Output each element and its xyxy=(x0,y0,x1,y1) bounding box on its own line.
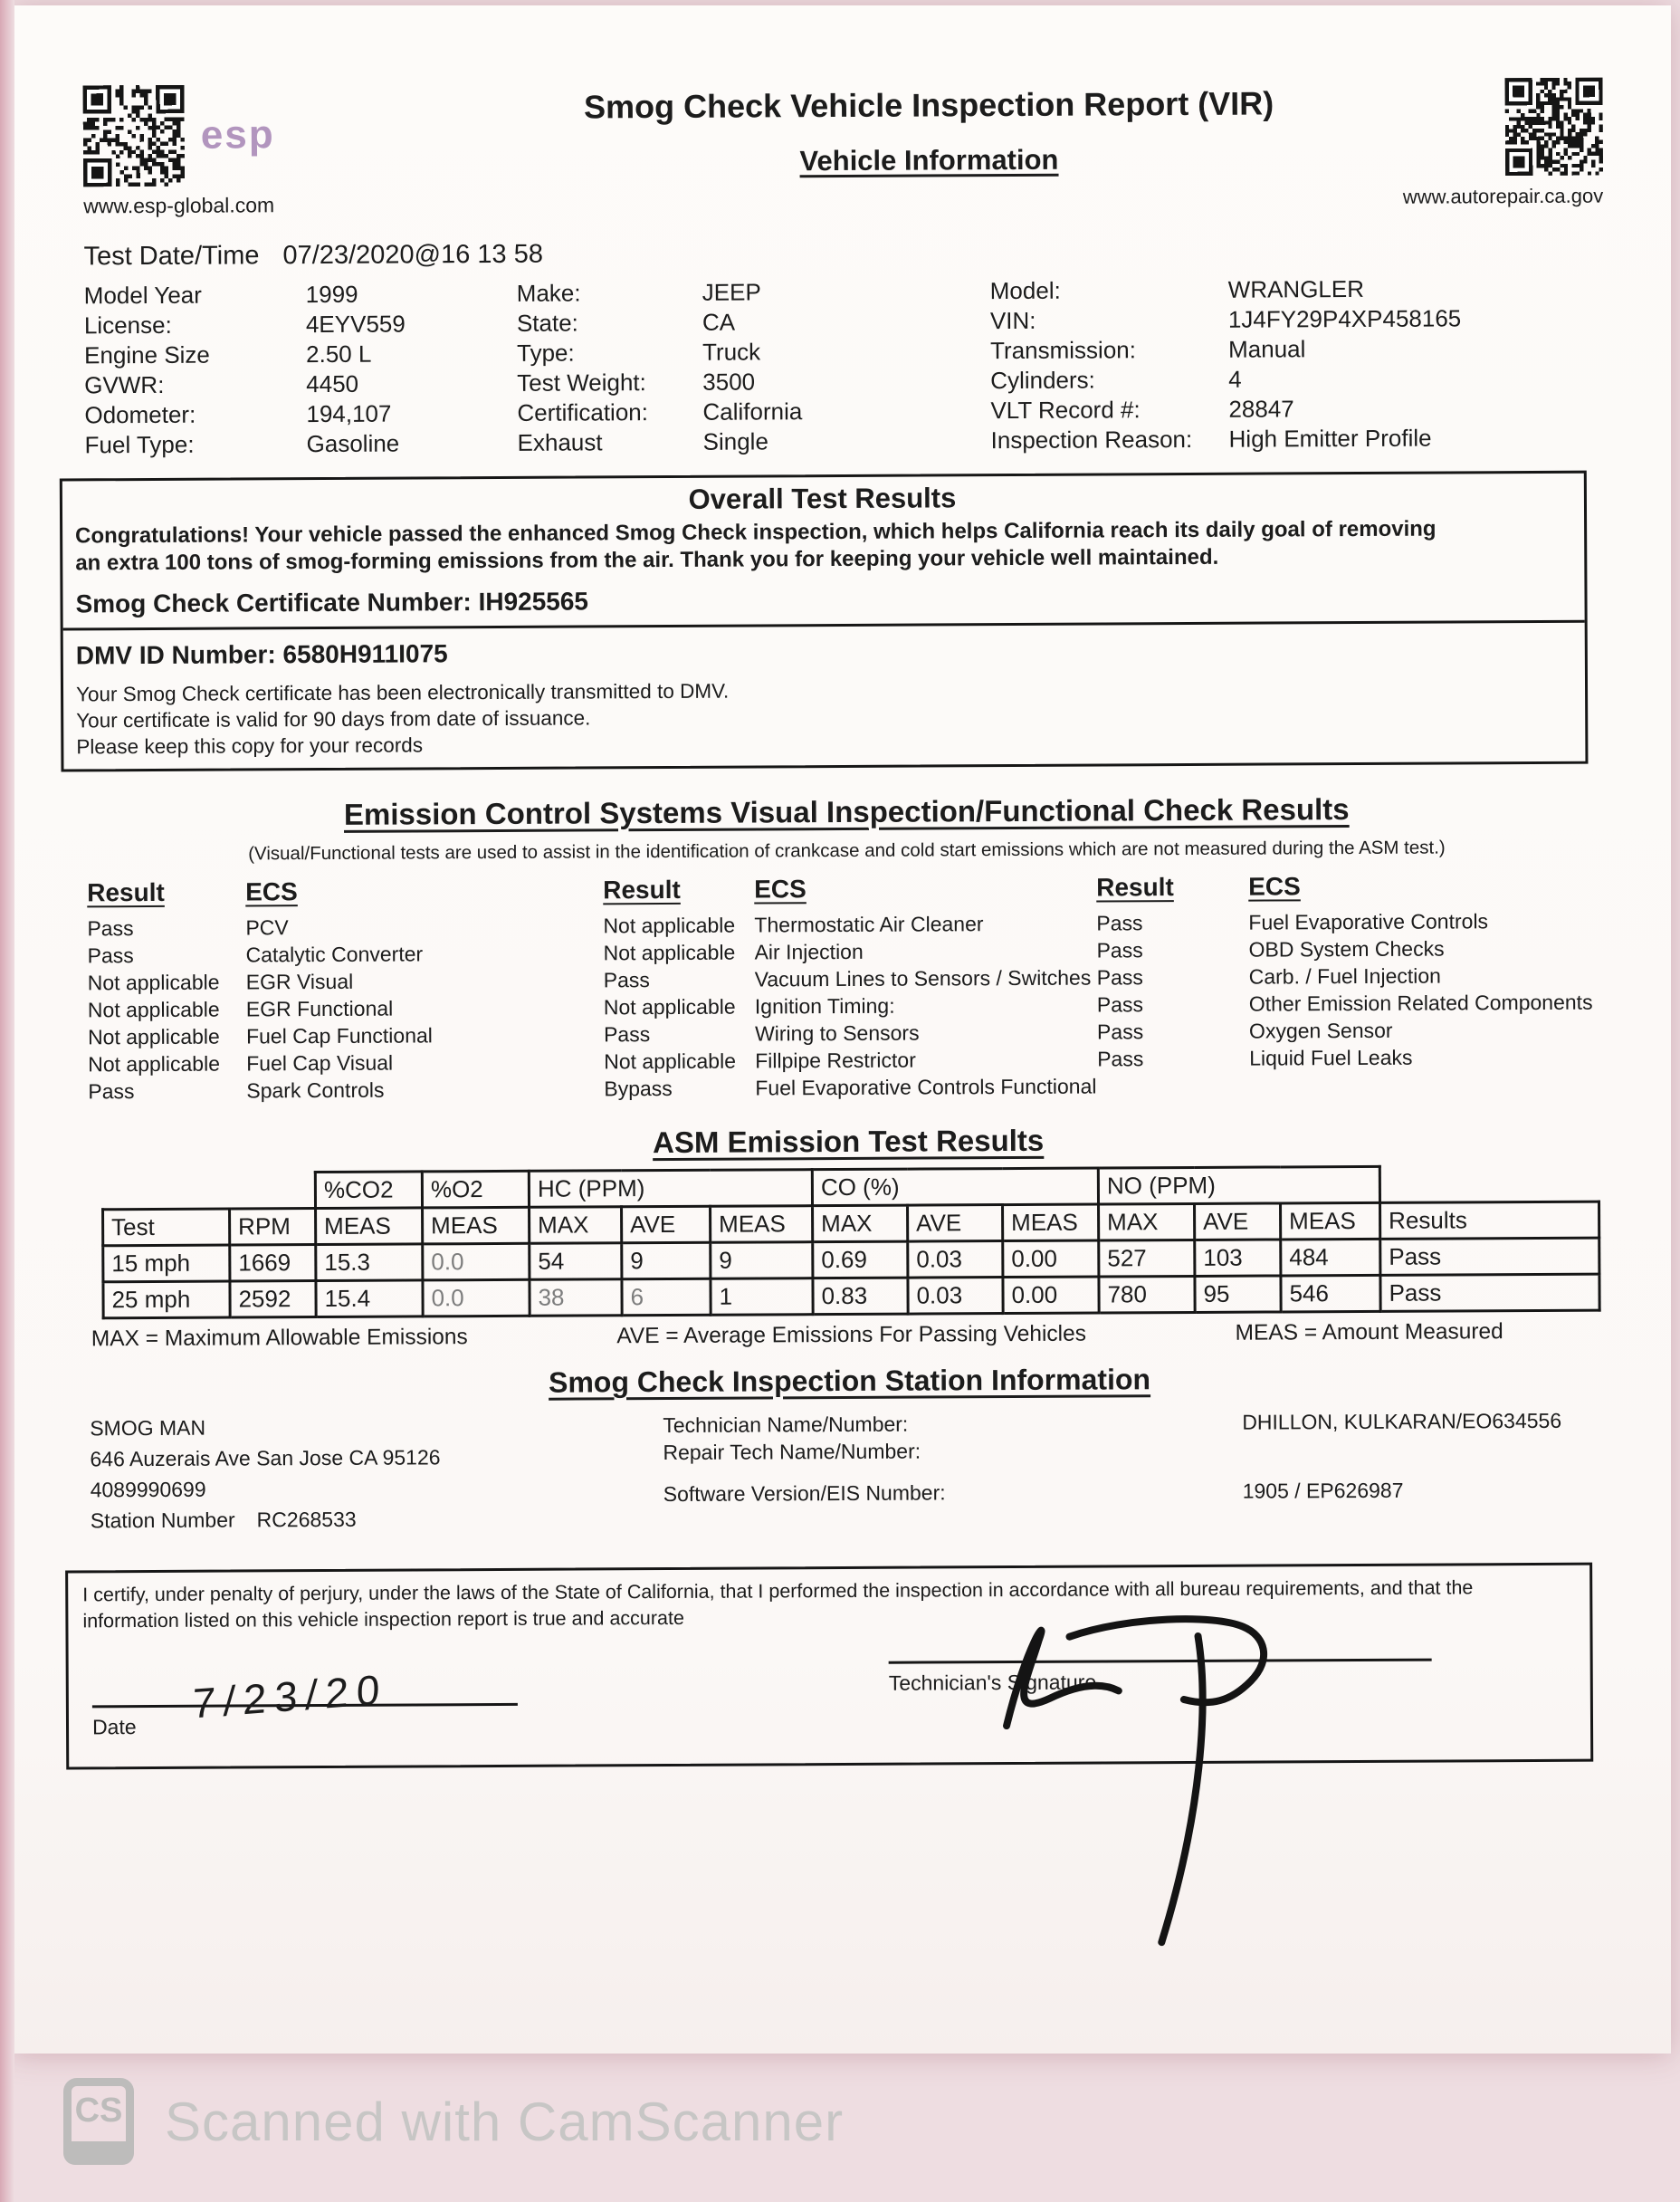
esp-block xyxy=(83,83,464,218)
info-label: VIN: xyxy=(989,306,1036,335)
esp-logo: esp xyxy=(200,112,275,158)
ecs-result: Pass xyxy=(88,1079,135,1104)
ecs-item: Catalytic Converter xyxy=(245,942,424,967)
ecs-item: OBD System Checks xyxy=(1248,936,1445,962)
col-header: MEAS xyxy=(1281,1202,1380,1240)
legend-max: MAX = Maximum Allowable Emissions xyxy=(91,1325,468,1352)
technician-signature xyxy=(942,1579,1333,1961)
col-header: MAX xyxy=(813,1205,908,1242)
info-label: Cylinders: xyxy=(990,366,1095,395)
info-label: Make: xyxy=(516,279,581,307)
camscanner-watermark xyxy=(63,2078,844,2165)
test-date-line xyxy=(83,235,1603,273)
ecs-item: Vacuum Lines to Sensors / Switches xyxy=(754,965,1092,991)
ecs-result: Pass xyxy=(603,1022,651,1047)
asm-cell: 2592 xyxy=(230,1281,316,1317)
asm-cell: 0.83 xyxy=(813,1278,908,1315)
ecs-result: Not applicable xyxy=(87,970,220,995)
ecs-item: Fuel Cap Functional xyxy=(245,1023,433,1048)
camscanner-icon-bar xyxy=(63,2141,134,2165)
autorepair-block xyxy=(1395,78,1604,209)
asm-cell: 527 xyxy=(1099,1240,1195,1277)
station-address: 646 Auzerais Ave San Jose CA 95126 xyxy=(90,1445,441,1471)
scanned-paper xyxy=(11,5,1671,2054)
group-header: NO (PPM) xyxy=(1098,1166,1379,1204)
ecs-result: Pass xyxy=(1096,992,1144,1017)
asm-cell: 0.03 xyxy=(908,1278,1003,1315)
station-phone: 4089990699 xyxy=(90,1477,206,1502)
ecs-result: Not applicable xyxy=(603,913,736,938)
asm-cell: 1 xyxy=(711,1278,813,1316)
col-header: RPM xyxy=(230,1209,316,1245)
ecs-result: Pass xyxy=(1096,1020,1144,1044)
legend-ave: AVE = Average Emissions For Passing Vehicles xyxy=(616,1321,1087,1349)
legend-meas: MEAS = Amount Measured xyxy=(1235,1319,1503,1345)
result-column-header: Result xyxy=(87,877,165,907)
ecs-row xyxy=(88,966,604,996)
ecs-result: Pass xyxy=(1096,965,1143,990)
overall-results-box xyxy=(60,471,1589,772)
ecs-item: Carb. / Fuel Injection xyxy=(1248,963,1441,989)
certification-box xyxy=(65,1563,1593,1770)
ecs-section-subtitle: (Visual/Functional tests are used to assist in the identification of crankcase and cold start emissions which are not measured during the ASM test.) xyxy=(248,837,1446,865)
ecs-column-header: ECS xyxy=(754,875,807,904)
ecs-result: Pass xyxy=(87,943,134,968)
ecs-row xyxy=(88,993,604,1023)
info-label: License: xyxy=(83,311,172,340)
esp-qr-code-icon xyxy=(83,85,186,187)
ecs-row xyxy=(604,1019,1097,1048)
ecs-column-header: ECS xyxy=(1248,872,1301,901)
col-header: MAX xyxy=(530,1207,622,1244)
asm-section-title: ASM Emission Test Results xyxy=(652,1123,1045,1160)
esp-url: www.esp-global.com xyxy=(83,193,275,218)
ecs-row xyxy=(88,1048,604,1077)
ecs-result: Not applicable xyxy=(603,940,736,965)
ecs-result: Bypass xyxy=(604,1076,673,1101)
test-date-value: 07/23/2020@16 13 58 xyxy=(282,239,544,271)
station-name: SMOG MAN xyxy=(90,1415,206,1441)
asm-results-table xyxy=(101,1164,1601,1320)
report-header xyxy=(83,78,1604,219)
info-label: Transmission: xyxy=(989,336,1137,365)
station-section-title: Smog Check Inspection Station Information xyxy=(548,1363,1151,1399)
info-value: Single xyxy=(702,427,768,455)
ecs-row xyxy=(604,991,1097,1021)
ecs-result: Pass xyxy=(603,968,650,992)
asm-cell: 25 mph xyxy=(103,1281,230,1318)
info-value: 3500 xyxy=(702,368,756,396)
col-header: AVE xyxy=(622,1206,711,1243)
date-label: Date xyxy=(91,1715,137,1739)
asm-cell: 38 xyxy=(530,1279,622,1316)
ecs-item: EGR Visual xyxy=(245,969,354,994)
ecs-item: Fillpipe Restrictor xyxy=(755,1048,916,1073)
asm-cell: 546 xyxy=(1281,1275,1380,1312)
info-value: Manual xyxy=(1227,335,1306,363)
asm-cell: 15.3 xyxy=(316,1244,423,1281)
info-value: WRANGLER xyxy=(1227,274,1365,303)
asm-cell: 0.69 xyxy=(813,1241,908,1278)
info-value: High Emitter Profile xyxy=(1228,424,1432,453)
asm-cell: 15 mph xyxy=(103,1245,230,1282)
page-subtitle: Vehicle Information xyxy=(799,143,1059,177)
ecs-result: Not applicable xyxy=(87,1024,220,1049)
ecs-row xyxy=(87,912,603,942)
repair-tech-label: Repair Tech Name/Number: xyxy=(663,1439,921,1465)
asm-cell: 0.0 xyxy=(423,1279,530,1316)
asm-cell: Pass xyxy=(1380,1274,1599,1311)
asm-cell: 15.4 xyxy=(316,1280,423,1317)
info-value: 194,107 xyxy=(306,399,392,428)
info-value: Gasoline xyxy=(306,429,400,458)
ecs-result: Not applicable xyxy=(603,994,736,1020)
ecs-item: Fuel Evaporative Controls xyxy=(1248,909,1489,934)
note-line: Your certificate is valid for 90 days from date of issuance. xyxy=(76,706,591,732)
overall-message: Congratulations! Your vehicle passed the enhanced Smog Check inspection, which helps California reach its daily goal of removing an extra 100 tons of smog-forming emissions from the air. Thank you for keeping your vehicle well maintained. xyxy=(75,516,1437,576)
autorepair-qr-code-icon xyxy=(1505,78,1604,177)
technician-label: Technician Name/Number: xyxy=(663,1412,909,1438)
ecs-item: Other Emission Related Components xyxy=(1248,990,1593,1016)
station-number-label: Station Number xyxy=(90,1508,235,1533)
result-column-header: Result xyxy=(603,875,681,905)
asm-data-row-25mph xyxy=(103,1274,1599,1318)
asm-cell: 0.0 xyxy=(423,1243,530,1280)
note-line: Your Smog Check certificate has been electronically transmitted to DMV. xyxy=(75,679,730,706)
asm-cell: 1669 xyxy=(230,1245,316,1281)
ecs-section-title: Emission Control Systems Visual Inspection/Functional Check Results xyxy=(343,792,1350,831)
ecs-row xyxy=(604,964,1097,994)
overall-title: Overall Test Results xyxy=(688,482,957,515)
info-value: 1999 xyxy=(305,280,358,309)
ecs-row xyxy=(87,939,603,969)
col-header: MEAS xyxy=(1003,1204,1099,1241)
ecs-result: Not applicable xyxy=(87,997,220,1022)
software-version-value: 1905 / EP626987 xyxy=(1242,1478,1404,1503)
ecs-row xyxy=(1097,1016,1608,1046)
cert-number-value: IH925565 xyxy=(478,587,589,617)
group-header: %O2 xyxy=(422,1171,529,1208)
asm-cell: 484 xyxy=(1281,1239,1380,1276)
station-number-value: RC268533 xyxy=(256,1507,357,1532)
camscanner-icon-label: CS xyxy=(74,2092,123,2130)
ecs-result: Pass xyxy=(1097,1047,1144,1071)
station-info xyxy=(90,1407,1610,1538)
col-header: Results xyxy=(1380,1202,1599,1239)
col-header: MAX xyxy=(1099,1203,1195,1240)
certification-statement: I certify, under penalty of perjury, under the laws of the State of California, that I performed the inspection in accordance with all bureau requirements, and that the information listed on this vehicle inspection report is true and accurate xyxy=(82,1576,1474,1632)
col-header: AVE xyxy=(908,1205,1003,1242)
asm-cell: 9 xyxy=(711,1242,813,1279)
info-value: 4450 xyxy=(306,369,359,398)
info-label: Model: xyxy=(989,276,1061,305)
overall-notes xyxy=(76,674,1570,761)
ecs-item: Ignition Timing: xyxy=(754,993,895,1019)
note-line: Please keep this copy for your records xyxy=(76,733,424,759)
ecs-item: Fuel Evaporative Controls Functional xyxy=(755,1074,1097,1100)
info-label: Fuel Type: xyxy=(84,430,195,459)
info-value: California xyxy=(702,397,803,426)
col-header: AVE xyxy=(1195,1203,1281,1240)
ecs-item: Fuel Cap Visual xyxy=(246,1050,394,1076)
ecs-result: Not applicable xyxy=(604,1048,737,1074)
group-header: %CO2 xyxy=(315,1172,422,1209)
info-label: Certification: xyxy=(517,398,649,426)
info-label: Test Weight: xyxy=(517,369,646,397)
info-value: JEEP xyxy=(702,278,761,306)
software-version-label: Software Version/EIS Number: xyxy=(663,1480,946,1507)
asm-cell: 6 xyxy=(622,1278,711,1316)
ecs-result: Not applicable xyxy=(88,1051,221,1077)
ecs-item: PCV xyxy=(245,915,289,940)
dmv-id-value: 6580H911I075 xyxy=(282,639,448,669)
asm-cell: Pass xyxy=(1380,1238,1599,1275)
ecs-result: Pass xyxy=(1096,911,1143,935)
group-header: HC (PPM) xyxy=(529,1170,812,1208)
ecs-row xyxy=(603,937,1096,967)
ecs-row xyxy=(604,1073,1097,1103)
result-column-header: Result xyxy=(1096,873,1174,902)
info-label: Exhaust xyxy=(517,428,603,456)
ecs-result: Pass xyxy=(1096,938,1143,962)
ecs-row xyxy=(88,1020,604,1050)
group-header: CO (%) xyxy=(812,1168,1098,1206)
asm-cell: 780 xyxy=(1099,1276,1195,1313)
ecs-item: Oxygen Sensor xyxy=(1248,1018,1393,1043)
col-header: Test xyxy=(103,1209,230,1246)
info-label: Model Year xyxy=(83,281,202,310)
info-value: Truck xyxy=(702,338,761,366)
vehicle-info-section xyxy=(84,273,1605,461)
ecs-column-header: ECS xyxy=(245,877,298,906)
ecs-row xyxy=(604,1046,1097,1076)
col-header: MEAS xyxy=(711,1206,813,1243)
test-date-label: Test Date/Time xyxy=(83,241,260,272)
info-label: VLT Record #: xyxy=(990,396,1141,425)
info-value: 4EYV559 xyxy=(305,310,406,339)
info-label: Odometer: xyxy=(84,400,196,429)
ecs-results-grid xyxy=(87,871,1608,1106)
info-value: 2.50 L xyxy=(306,340,372,369)
info-value: 28847 xyxy=(1228,395,1294,423)
ecs-item: EGR Functional xyxy=(245,996,394,1021)
camscanner-text: Scanned with CamScanner xyxy=(165,2091,845,2152)
asm-cell: 0.03 xyxy=(908,1241,1003,1278)
asm-cell: 9 xyxy=(622,1242,711,1279)
ecs-item: Spark Controls xyxy=(246,1077,385,1103)
ecs-result: Pass xyxy=(87,916,134,941)
cert-number-label: Smog Check Certificate Number: xyxy=(75,588,472,618)
ecs-item: Wiring to Sensors xyxy=(754,1020,920,1046)
dmv-id-label: DMV ID Number: xyxy=(75,640,276,670)
ecs-row xyxy=(603,910,1096,940)
ecs-item: Air Injection xyxy=(754,939,864,964)
signature-label: Technician's Signature xyxy=(888,1670,1097,1695)
camscanner-icon xyxy=(63,2078,134,2165)
ecs-row xyxy=(1097,989,1608,1019)
ecs-row xyxy=(1097,1043,1608,1073)
page-title: Smog Check Vehicle Inspection Report (VIR) xyxy=(583,84,1274,126)
col-header: MEAS xyxy=(423,1207,530,1244)
info-label: GVWR: xyxy=(84,370,165,399)
ecs-row xyxy=(1097,962,1608,991)
asm-legend xyxy=(91,1319,1503,1352)
info-label: Engine Size xyxy=(84,340,210,369)
info-label: Inspection Reason: xyxy=(990,425,1193,455)
info-value: CA xyxy=(702,308,736,336)
ecs-row xyxy=(88,1075,604,1105)
ecs-item: Liquid Fuel Leaks xyxy=(1249,1045,1413,1070)
technician-value: DHILLON, KULKARAN/EO634556 xyxy=(1242,1408,1562,1434)
autorepair-url: www.autorepair.ca.gov xyxy=(1402,184,1604,208)
info-label: Type: xyxy=(517,339,575,367)
info-value: 1J4FY29P4XP458165 xyxy=(1227,304,1462,333)
asm-cell: 0.00 xyxy=(1003,1240,1099,1278)
ecs-row xyxy=(1096,907,1607,937)
ecs-item: Thermostatic Air Cleaner xyxy=(754,912,984,937)
handwritten-date: 7/23/20 xyxy=(191,1665,389,1728)
col-header: MEAS xyxy=(316,1208,423,1245)
info-label: State: xyxy=(516,309,578,337)
ecs-row xyxy=(1096,934,1607,964)
signature-line xyxy=(889,1659,1432,1664)
asm-cell: 103 xyxy=(1195,1240,1281,1276)
asm-cell: 0.00 xyxy=(1003,1277,1099,1314)
info-value: 4 xyxy=(1228,365,1242,393)
asm-cell: 95 xyxy=(1195,1276,1281,1312)
asm-cell: 54 xyxy=(530,1243,622,1280)
